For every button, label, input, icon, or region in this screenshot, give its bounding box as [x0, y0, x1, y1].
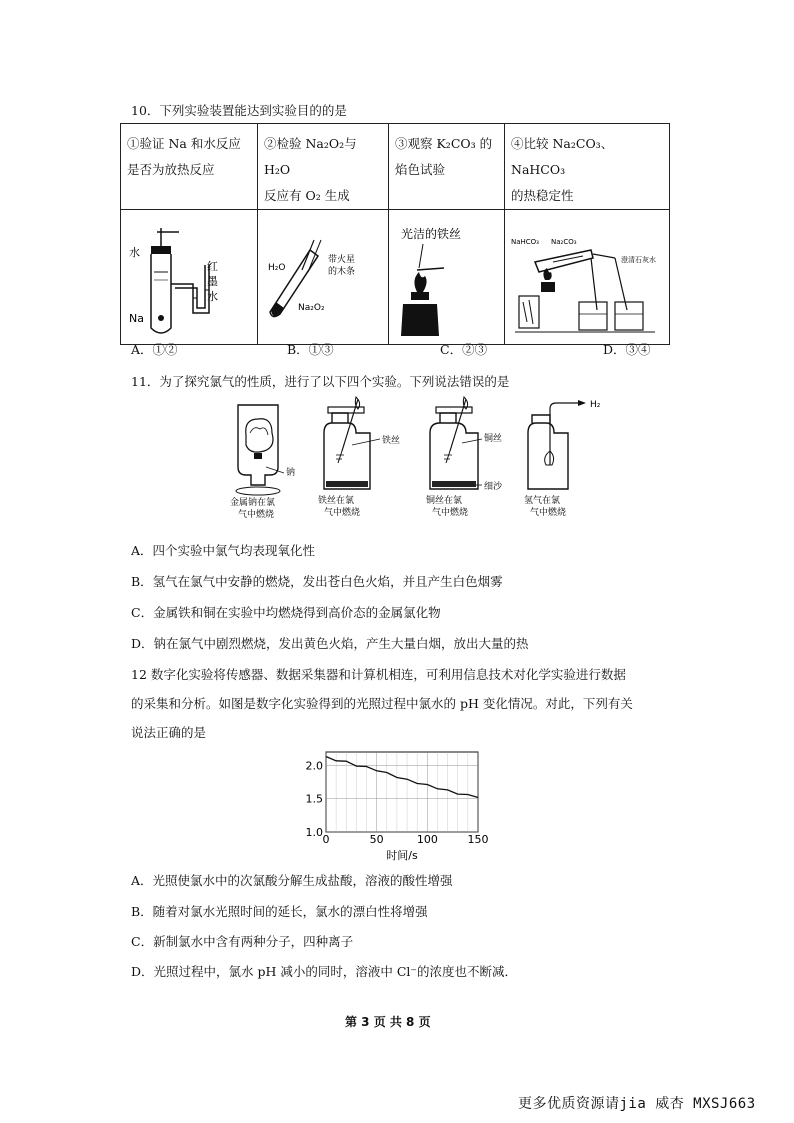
h2-chlorine-bottle — [524, 400, 601, 518]
chart-x-tick-label: 150 — [467, 833, 489, 846]
fe-chlorine-bottle — [318, 397, 400, 518]
q12-stem-line1: 12 数字化实验将传感器、数据采集器和计算机相连，可利用信息技术对化学实验进行数据 — [131, 667, 626, 682]
chart-y-tick-label: 2.0 — [305, 759, 323, 773]
label-splint2: 的木条 — [328, 267, 356, 277]
q10-cell-1 — [121, 124, 258, 210]
q11-option-b: B．氢气在氯气中安静的燃烧，发出苍白色火焰，并且产生白色烟雾 — [131, 574, 503, 589]
caption-2a: 铁丝在氯 — [318, 496, 355, 506]
flame-test-apparatus — [389, 210, 504, 341]
ph-chart — [296, 746, 496, 864]
q12-stem-line2: 的采集和分析。如图是数字化实验得到的光照过程中氯水的 pH 变化情况。对此，下列有关 — [131, 696, 633, 711]
q10-figure-2 — [258, 210, 389, 345]
watermark-text: 更多优质资源请jia 威杏 MXSJ663 — [518, 1096, 756, 1112]
label-limewater: 澄清石灰水 — [621, 256, 656, 264]
na-water-apparatus — [121, 210, 257, 341]
caption-3b: 气中燃烧 — [432, 508, 469, 518]
label-iron-wire: 光洁的铁丝 — [401, 227, 462, 241]
label-red: 红 — [207, 260, 218, 273]
thermal-stability-apparatus — [505, 210, 669, 341]
caption-1b: 气中燃烧 — [238, 510, 275, 520]
cu-chlorine-bottle — [426, 397, 503, 518]
q10-figure-4 — [505, 210, 670, 345]
q10-experiment-table — [120, 123, 670, 345]
label-water: 水 — [129, 246, 140, 259]
label-na: Na — [129, 312, 144, 325]
q11-figures — [220, 393, 620, 523]
q10-cell-4 — [505, 124, 670, 210]
page-footer: 第 3 页 共 8 页 — [345, 1015, 431, 1029]
chart-plot-area — [326, 752, 478, 832]
label-splint1: 带火星 — [328, 255, 356, 265]
q10-cell-2 — [258, 124, 389, 210]
chart-grid — [326, 752, 478, 832]
q10-cell-3 — [389, 124, 505, 210]
na2o2-test-tube — [258, 210, 388, 341]
q11-stem: 11．为了探究氯气的性质，进行了以下四个实验。下列说法错误的是 — [131, 374, 510, 389]
caption-2b: 气中燃烧 — [324, 508, 361, 518]
q10-cell-3-line1: ③观察 K₂CO₃ 的 — [395, 136, 493, 151]
q12-stem-line3: 说法正确的是 — [131, 725, 207, 740]
na-chlorine-flask — [230, 405, 295, 520]
chart-x-tick-label: 0 — [322, 833, 330, 846]
chart-x-axis-label: 时间/s — [386, 849, 418, 862]
label-na2o2: Na₂O₂ — [298, 303, 325, 313]
caption-1a: 金属钠在氯 — [230, 498, 276, 508]
q12-option-c: C．新制氯水中含有两种分子，四种离子 — [131, 934, 354, 949]
label-sand: 细沙 — [484, 482, 503, 492]
q10-cell-1-line2: 是否为放热反应 — [127, 162, 215, 177]
q12-option-a: A．光照使氯水中的次氯酸分解生成盐酸，溶液的酸性增强 — [131, 873, 453, 888]
q10-option-b: B．①③ — [287, 342, 334, 357]
caption-4b: 气中燃烧 — [530, 508, 567, 518]
q10-figure-1 — [121, 210, 258, 345]
chart-x-tick-label: 100 — [416, 833, 438, 846]
chart-x-tick-label: 50 — [369, 833, 384, 846]
label-ink2: 水 — [207, 290, 218, 303]
q11-option-a: A．四个实验中氯气均表现氧化性 — [131, 543, 316, 558]
q11-option-d: D．钠在氯气中剧烈燃烧，发出黄色火焰，产生大量白烟，放出大量的热 — [131, 636, 529, 651]
chart-y-ticks — [306, 759, 324, 839]
q10-cell-1-line1: ①验证 Na 和水反应 — [127, 136, 241, 151]
label-h2o: H₂O — [268, 263, 286, 273]
q10-cell-2-line1: ②检验 Na₂O₂与H₂O — [264, 136, 357, 177]
q10-cell-4-line1: ④比较 Na₂CO₃、NaHCO₃ — [511, 136, 614, 177]
label-fe-wire: 铁丝 — [382, 436, 401, 446]
label-na2co3: Na₂CO₃ — [551, 238, 577, 246]
q10-cell-4-line2: 的热稳定性 — [511, 188, 574, 203]
q12-option-b: B．随着对氯水光照时间的延长，氯水的漂白性将增强 — [131, 904, 428, 919]
chart-x-ticks — [323, 833, 489, 846]
q10-option-d: D．③④ — [603, 342, 651, 357]
chart-y-tick-label: 1.0 — [305, 826, 323, 839]
label-nahco3: NaHCO₃ — [511, 238, 539, 246]
chart-y-tick-label: 1.5 — [305, 792, 323, 806]
q10-cell-3-line2: 焰色试验 — [395, 162, 446, 177]
q10-option-c: C．②③ — [440, 342, 488, 357]
label-h2: H₂ — [590, 400, 601, 410]
q12-option-d: D．光照过程中，氯水 pH 减小的同时，溶液中 Cl⁻的浓度也不断减． — [131, 964, 518, 979]
q10-cell-2-line2: 反应有 O₂ 生成 — [264, 188, 350, 203]
q10-stem: 10．下列实验装置能达到实验目的的是 — [131, 103, 347, 118]
q10-figure-3 — [389, 210, 505, 345]
q10-option-a: A．①② — [131, 342, 178, 357]
caption-4a: 氢气在氯 — [524, 496, 561, 506]
q11-option-c: C．金属铁和铜在实验中均燃烧得到高价态的金属氯化物 — [131, 605, 441, 620]
label-ink1: 墨 — [207, 275, 218, 288]
label-sodium: 钠 — [286, 468, 296, 478]
label-cu-wire: 铜丝 — [484, 434, 503, 444]
ph-series-line — [326, 757, 478, 798]
caption-3a: 铜丝在氯 — [426, 496, 463, 506]
